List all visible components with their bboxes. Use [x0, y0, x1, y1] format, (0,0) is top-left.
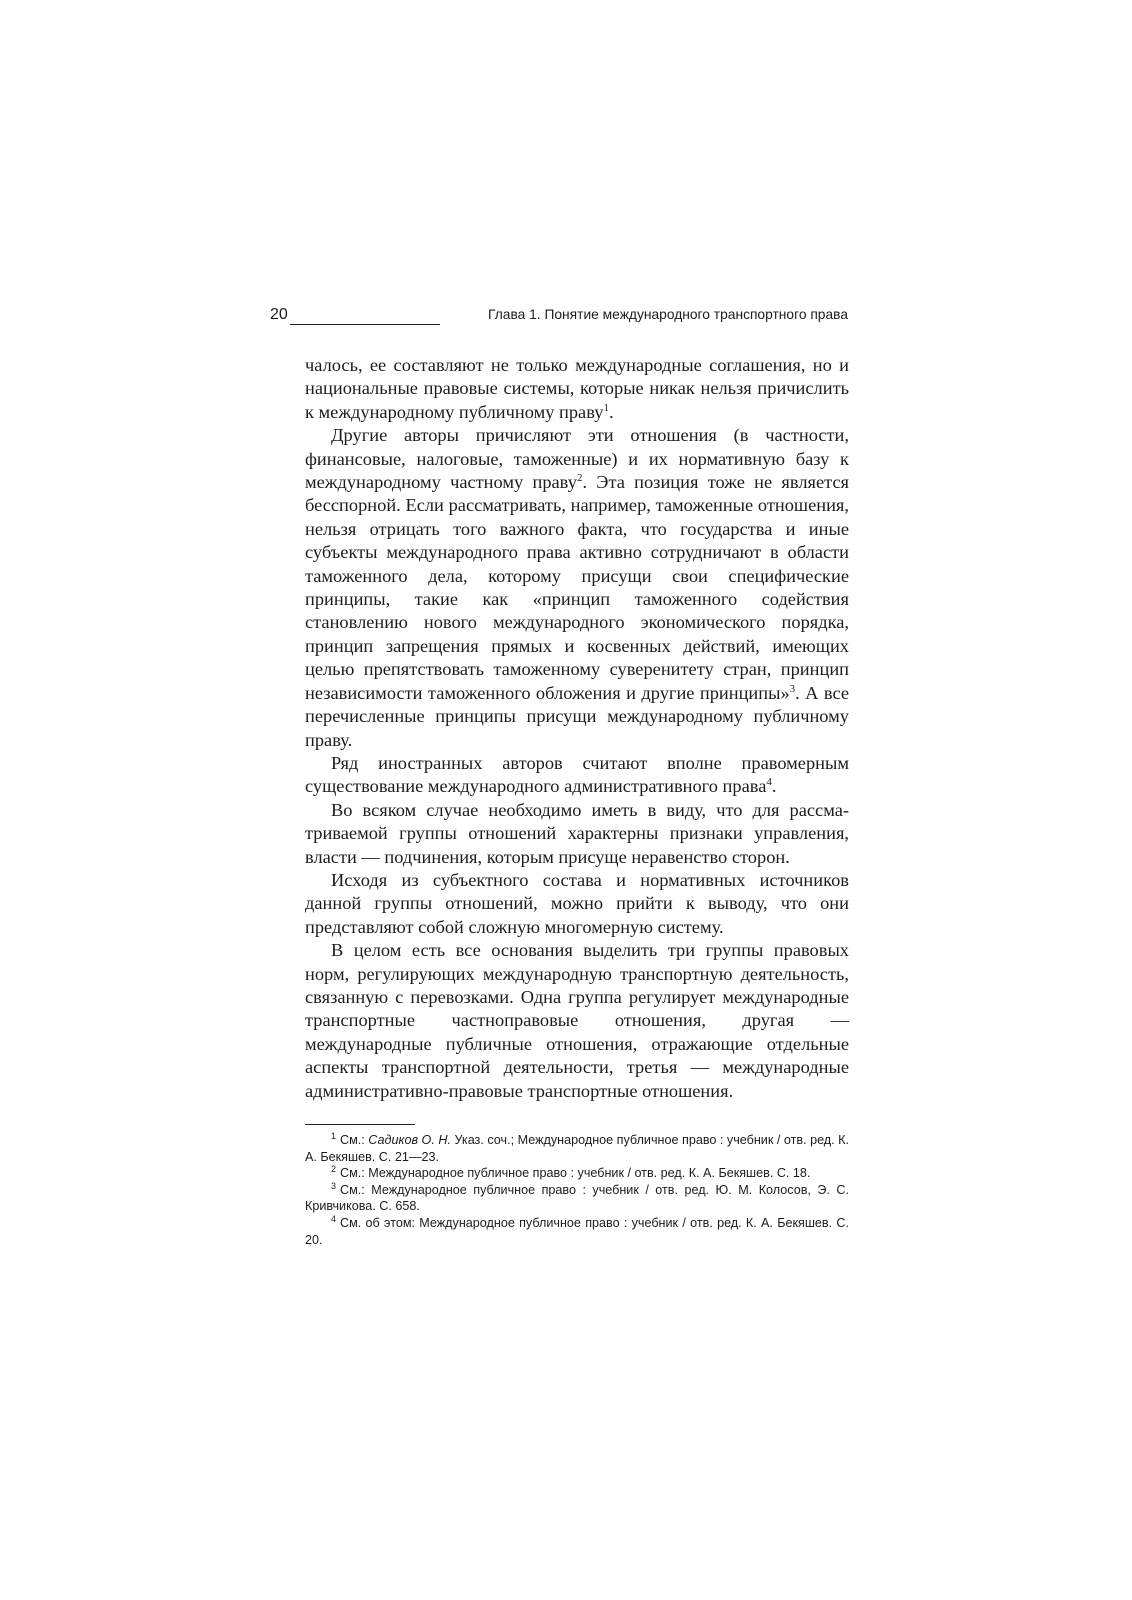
- paragraph-text: Другие авторы причисляют эти отношения (в частности, финансовые, налоговые, таможенные) и их нормативную базу к международному частному праву: [305, 425, 849, 493]
- footnote-mark: 1: [331, 1130, 337, 1141]
- footnote-text: Указ. соч.; Международное публичное право : учебник / отв. ред. К. А. Бекяшев. С. 21—23.: [305, 1133, 850, 1164]
- paragraph-text-end: .: [608, 401, 614, 422]
- footnote-text: См.: Международное публичное право : учебник / отв. ред. К. А. Бекяшев. С. 18.: [340, 1166, 811, 1181]
- paragraph-5: Исходя из субъектного состава и нормативных источников данной группы отношений, можно прийти к выводу, что они представляют собой сложную многомерную систему.: [305, 869, 849, 937]
- footnote-mark: 2: [331, 1164, 337, 1174]
- main-text: [305, 354, 849, 1103]
- footnote-1: [305, 1132, 849, 1165]
- footnote-4: [305, 1215, 849, 1248]
- paragraph-text: . Эта позиция тоже не является бесспорной. Если рассматривать, например, таможенные отношения, нельзя отрицать того важного факта, что государства и иные субъекты международного права активно сотрудничают в области таможенного дела, которому присущи свои специфические принципы, такие как «принцип таможенного содействия становлению нового международного экономического порядка, принцип запрещения прямых и косвенных действий, имеющих целью препятствовать таможенному суверенитету стран, принцип независимости таможенного обложения и другие принципы»: [305, 472, 850, 703]
- footnote-3: [305, 1182, 849, 1215]
- page-number: 20: [270, 306, 288, 323]
- footnote-2: [305, 1165, 849, 1182]
- paragraph-text-end: .: [771, 776, 777, 797]
- paragraph-text-end: . А все перечисленные принципы присущи международному публичному праву.: [305, 682, 850, 750]
- footnote-ref-3: 3: [789, 682, 796, 695]
- footnote-prefix: См.:: [340, 1133, 369, 1147]
- footnote-ref-4: 4: [766, 776, 772, 789]
- paragraph-2: [305, 424, 849, 752]
- paragraph-1: [305, 354, 849, 424]
- footnote-text: См. об этом: Международное публичное право : учебник / отв. ред. К. А. Бекяшев. С. 20.: [305, 1215, 849, 1247]
- footnote-author: Садиков О. Н.: [368, 1133, 451, 1147]
- paragraph-6: В целом есть все основания выделить три группы правовых норм, регулирующих международную транспортную деятельность, связанную с перевозками. Одна группа регулирует международные транспортные частноправовые отношения, другая — международные публичные отношения, отражающие отдельные аспекты транспортной деятельности, третья — международные административно-правовые транспортные отношения.: [305, 940, 849, 1101]
- footnote-text: См.: Международное публичное право : учебник / отв. ред. Ю. М. Колосов, Э. С. Кривчикова. С. 658.: [305, 1182, 849, 1214]
- paragraph-3: [305, 752, 849, 799]
- paragraph-text: чалось, ее составляют не только международные соглашения, но и национальные правовые системы, которые никак нельзя причислить к международному публичному праву: [305, 355, 849, 422]
- paragraph-text: Ряд иностранных авторов считают вполне правомерным существование международного административного права: [305, 752, 849, 797]
- footnote-mark: 3: [331, 1180, 337, 1191]
- header-rule: [290, 324, 440, 325]
- footnote-separator: [305, 1124, 415, 1125]
- running-head: [270, 305, 848, 331]
- chapter-title: Глава 1. Понятие международного транспортного права: [488, 307, 848, 322]
- paragraph-4: Во всяком случае необходимо иметь в виду, что для рассматриваемой группы отношений характерны признаки управления, власти — подчинения, которым присуще неравенство сторон.: [305, 799, 849, 867]
- footnote-ref-2: 2: [576, 471, 583, 484]
- footnotes: [305, 1132, 849, 1248]
- footnote-mark: 4: [331, 1213, 337, 1224]
- footnote-ref-1: 1: [603, 401, 609, 414]
